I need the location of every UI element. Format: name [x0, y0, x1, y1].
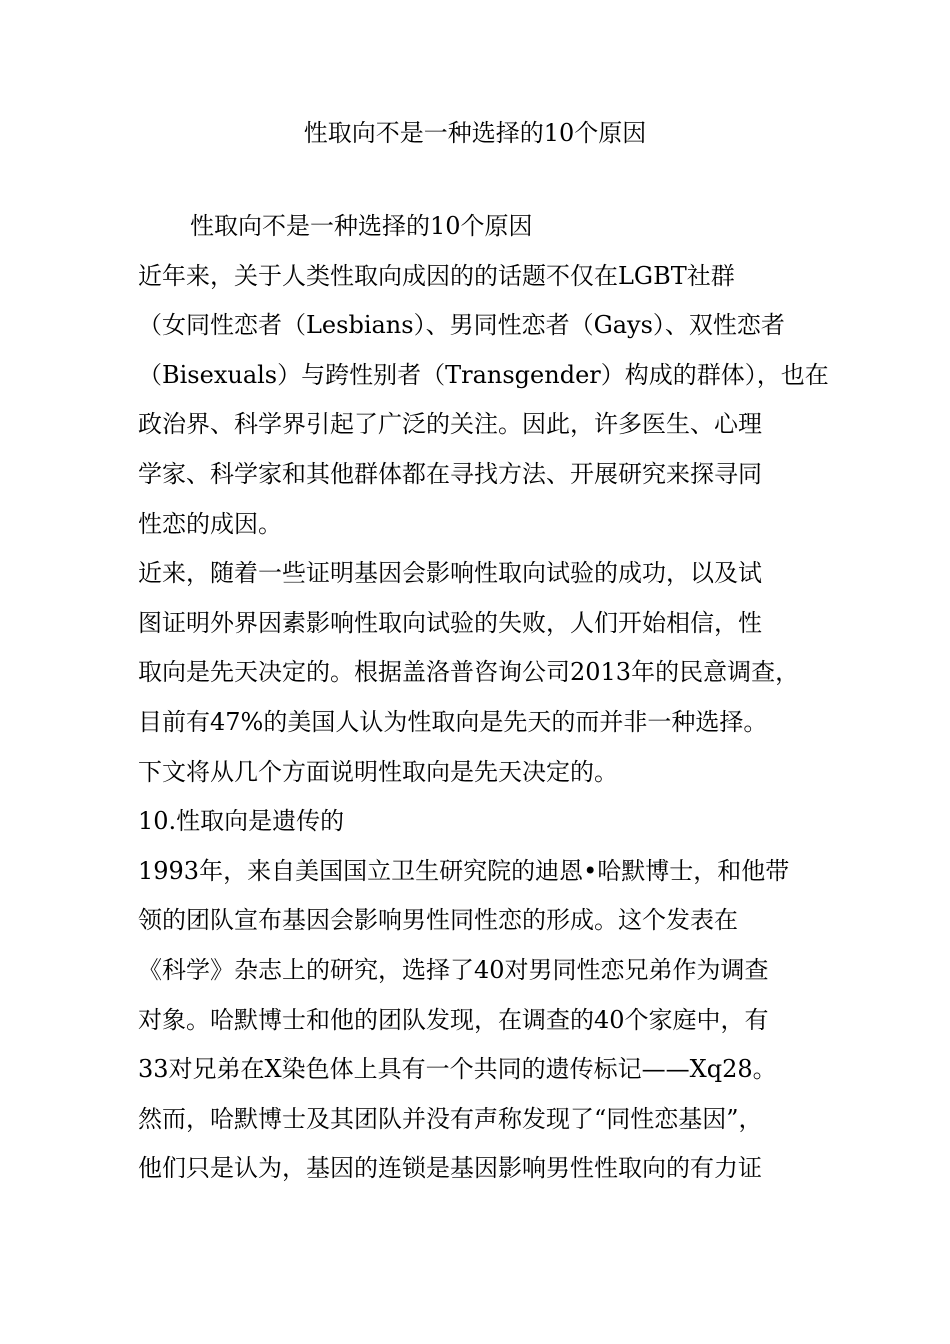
paragraph-line: 《科学》杂志上的研究，选择了40对男同性恋兄弟作为调查: [138, 955, 769, 984]
document-body: [138, 209, 838, 1201]
document-title: 性取向不是一种选择的10个原因: [303, 119, 647, 147]
subtitle-line: 性取向不是一种选择的10个原因: [190, 212, 533, 240]
paragraph-line: 学家、科学家和其他群体都在寻找方法、开展研究来探寻同: [138, 459, 762, 488]
paragraph-line: 取向是先天决定的。根据盖洛普咨询公司2013年的民意调查，: [138, 658, 800, 687]
paragraph-line: 领的团队宣布基因会影响男性同性恋的形成。这个发表在: [138, 906, 738, 935]
paragraph-line: 近年来，关于人类性取向成因的的话题不仅在LGBT社群: [138, 261, 735, 290]
paragraph-line: （女同性恋者（Lesbians）、男同性恋者（Gays）、双性恋者: [138, 311, 785, 340]
paragraph-line: 图证明外界因素影响性取向试验的失败，人们开始相信，性: [138, 608, 762, 637]
paragraph-line: 对象。哈默博士和他的团队发现，在调查的40个家庭中，有: [138, 1005, 769, 1034]
paragraph-line: 目前有47%的美国人认为性取向是先天的而并非一种选择。: [138, 707, 768, 736]
section-heading: 10.性取向是遗传的: [138, 807, 345, 836]
paragraph-line: （Bisexuals）与跨性别者（Transgender）构成的群体），也在: [138, 360, 829, 389]
paragraph-line: 1993年，来自美国国立卫生研究院的迪恩•哈默博士，和他带: [138, 856, 790, 885]
paragraph-line: 33对兄弟在X染色体上具有一个共同的遗传标记——Xq28。: [138, 1055, 777, 1084]
paragraph-line: 他们只是认为，基因的连锁是基因影响男性性取向的有力证: [138, 1154, 762, 1183]
paragraph-line: 然而，哈默博士及其团队并没有声称发现了“同性恋基因”，: [138, 1104, 763, 1133]
paragraph-line: 下文将从几个方面说明性取向是先天决定的。: [138, 757, 618, 786]
paragraph-line: 政治界、科学界引起了广泛的关注。因此，许多医生、心理: [138, 410, 762, 439]
paragraph-line: 近来，随着一些证明基因会影响性取向试验的成功，以及试: [138, 559, 762, 588]
paragraph-line: 性恋的成因。: [138, 509, 282, 538]
